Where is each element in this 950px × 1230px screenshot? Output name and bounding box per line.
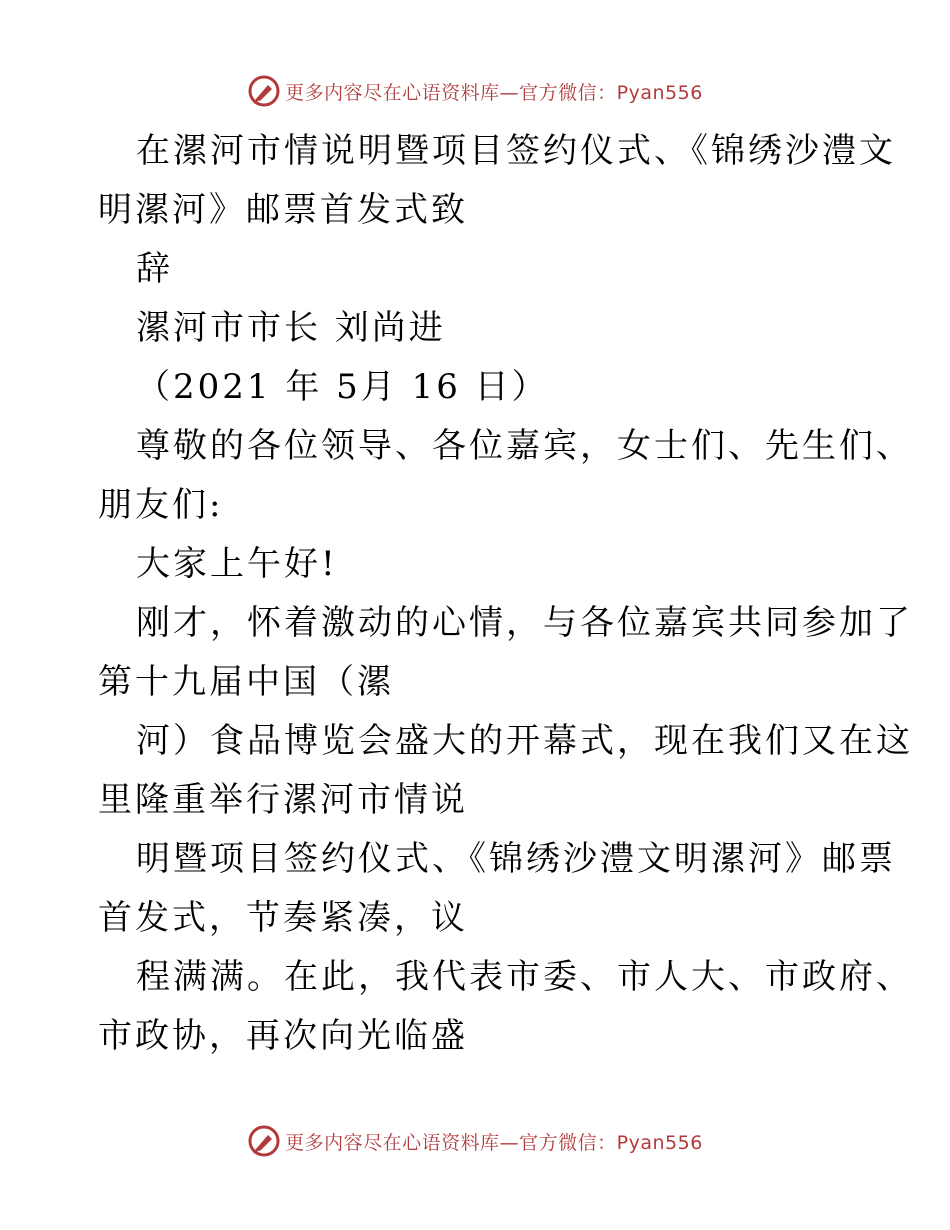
text-line: 第十九届中国（漯 (98, 662, 394, 702)
footer-watermark (0, 1124, 950, 1158)
text-line: 尊敬的各位领导、各位嘉宾，女士们、先生们、 (136, 426, 913, 466)
text-line: 首发式，节奏紧凑，议 (98, 898, 468, 938)
text-line: （2021 年 5月 16 日） (136, 367, 549, 407)
pen-nib-logo-icon (247, 74, 281, 108)
watermark-text: 更多内容尽在心语资料库—官方微信：Pyan556 (285, 81, 703, 104)
watermark-text: 更多内容尽在心语资料库—官方微信：Pyan556 (285, 1131, 703, 1154)
text-line: 明漯河》邮票首发式致 (98, 190, 468, 230)
text-line: 在漯河市情说明暨项目签约仪式、《锦绣沙澧文 (136, 131, 896, 171)
text-line: 里隆重举行漯河市情说 (98, 780, 468, 820)
text-line: 市政协，再次向光临盛 (98, 1016, 468, 1056)
text-line: 大家上午好! (136, 544, 338, 584)
text-line: 刚才，怀着激动的心情，与各位嘉宾共同参加了 (136, 603, 913, 643)
text-line: 程满满。在此，我代表市委、市人大、市政府、 (136, 957, 913, 997)
header-watermark (0, 74, 950, 108)
text-line: 河）食品博览会盛大的开幕式，现在我们又在这 (136, 721, 913, 761)
text-line: 漯河市市长 刘尚进 (136, 308, 446, 348)
text-line: 辞 (136, 249, 173, 289)
text-line: 明暨项目签约仪式、《锦绣沙澧文明漯河》邮票 (136, 839, 896, 879)
document-body (98, 122, 913, 1066)
text-line: 朋友们: (98, 485, 224, 525)
pen-nib-logo-icon (247, 1124, 281, 1158)
